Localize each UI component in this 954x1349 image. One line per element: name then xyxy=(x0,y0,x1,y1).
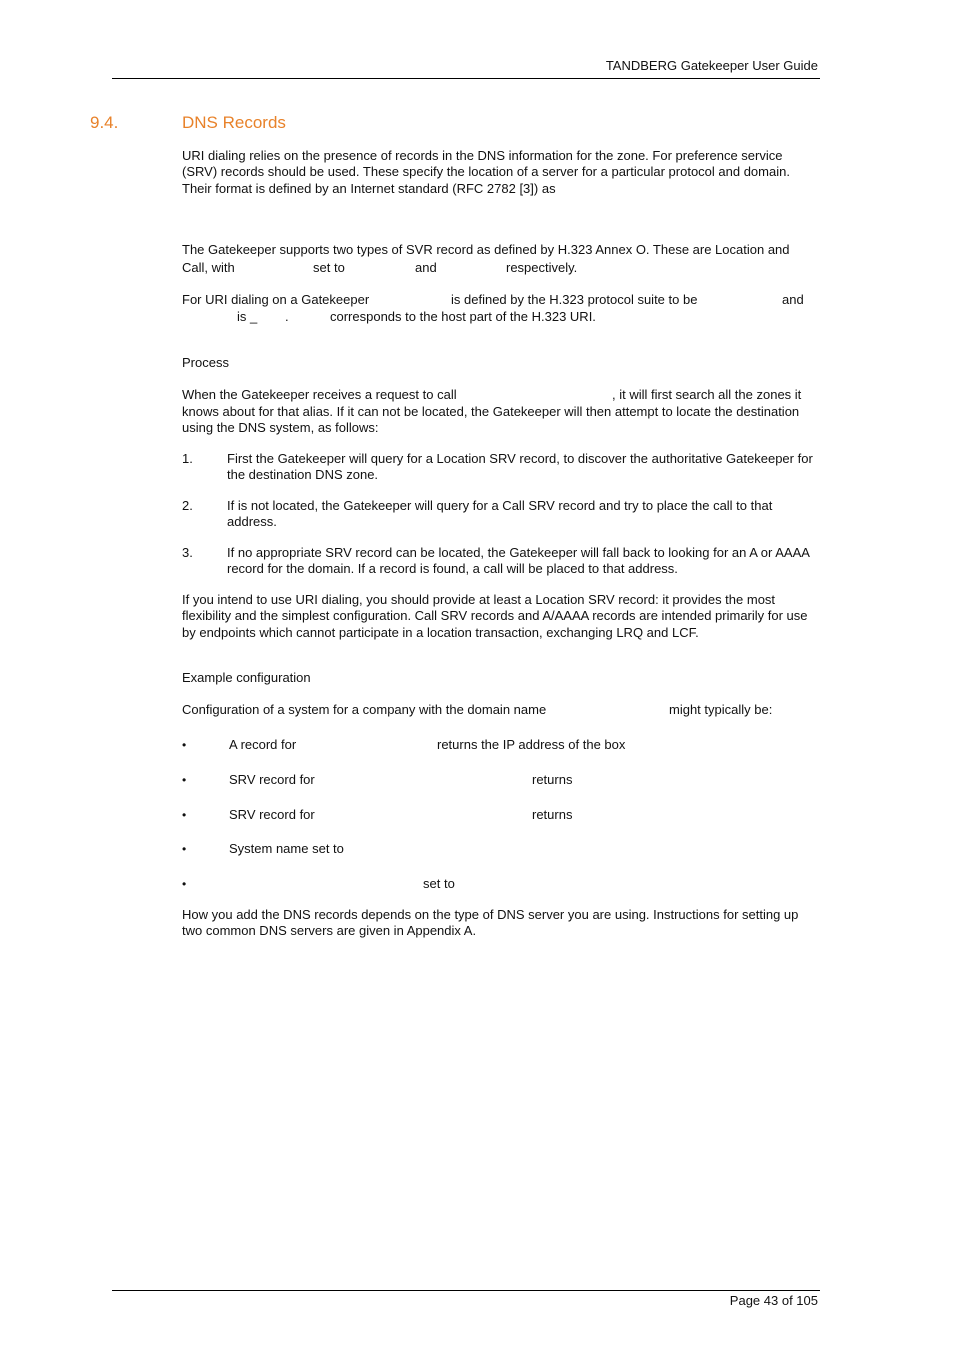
list-item-text: First the Gatekeeper will query for a Location SRV record, to discover the authoritative Gatekeeper for the destination DNS zone. xyxy=(227,451,813,483)
uri-line2-b: . xyxy=(285,309,289,324)
svr-line2-c: and xyxy=(415,260,437,275)
list-item-text: If is not located, the Gatekeeper will query for a Call SRV record and try to place the call to that address. xyxy=(227,498,773,530)
uri-line2-c: corresponds to the host part of the H.323 URI. xyxy=(330,309,596,324)
bullet-text-b: returns xyxy=(532,807,573,822)
intro-paragraph: URI dialing relies on the presence of records in the DNS information for the zone. For preference service (SRV) records should be used. These specify the location of a server for a particular protocol and domain. Their format is defined by an Internet standard (RFC 2782 [3]) as xyxy=(182,148,790,196)
uri-line1-c: and xyxy=(782,292,804,307)
config-line-b: might typically be: xyxy=(669,702,773,717)
footer-rule xyxy=(112,1290,820,1291)
list-number: 2. xyxy=(182,498,193,513)
bullet-text-a: SRV record for xyxy=(229,807,315,822)
section-title: DNS Records xyxy=(182,113,286,132)
bullet-text-a: A record for xyxy=(229,737,297,752)
bullet-text-b: returns xyxy=(532,772,573,787)
section-number: 9.4. xyxy=(90,113,119,132)
svr-line2-d: respectively. xyxy=(506,260,578,275)
closing-paragraph: How you add the DNS records depends on the type of DNS server you are using. Instructions for setting up two common DNS servers are given in Appendix A. xyxy=(182,907,799,939)
bullet-marker: • xyxy=(182,808,187,822)
uri-line1-a: For URI dialing on a Gatekeeper xyxy=(182,292,370,307)
svr-line2-b: set to xyxy=(313,260,345,275)
list-number: 3. xyxy=(182,545,193,560)
bullet-text-a: System name set to xyxy=(229,841,344,856)
list-number: 1. xyxy=(182,451,193,466)
process-line1-b: , it will first search all the zones it xyxy=(612,387,802,402)
process-heading: Process xyxy=(182,355,229,370)
running-header: TANDBERG Gatekeeper User Guide xyxy=(605,58,818,73)
uri-line2-a: is _ xyxy=(237,309,258,324)
process-line1-a: When the Gatekeeper receives a request to call xyxy=(182,387,457,402)
config-line-a: Configuration of a system for a company with the domain name xyxy=(182,702,547,717)
bullet-marker: • xyxy=(182,738,187,752)
process-paragraph-rest: knows about for that alias. If it can not be located, the Gatekeeper will then attempt to locate the destination using the DNS system, as follows: xyxy=(182,404,800,436)
bullet-marker: • xyxy=(182,842,187,856)
bullet-text-a: SRV record for xyxy=(229,772,315,787)
bullet-marker: • xyxy=(182,877,187,891)
svr-paragraph-line1: The Gatekeeper supports two types of SVR record as defined by H.323 Annex O. These are Location and xyxy=(182,242,790,257)
bullet-text-b: set to xyxy=(423,876,455,891)
bullet-text-b: returns the IP address of the box xyxy=(437,737,626,752)
header-rule xyxy=(112,78,820,79)
svr-line2-a: Call, with xyxy=(182,260,235,275)
example-heading: Example configuration xyxy=(182,670,311,685)
uri-line1-b: is defined by the H.323 protocol suite to be xyxy=(451,292,698,307)
uri-recommendation-paragraph: If you intend to use URI dialing, you should provide at least a Location SRV record: it provides the most flexibility and the simplest configuration. Call SRV records and A/AAAA records are intended primarily for use by endpoints which cannot participate in a location transaction, exchanging LRQ and LCF. xyxy=(182,592,808,640)
page-number: Page 43 of 105 xyxy=(729,1293,818,1308)
list-item-text: If no appropriate SRV record can be located, the Gatekeeper will fall back to looking for an A or AAAA record for the domain. If a record is found, a call will be placed to that address. xyxy=(227,545,810,577)
bullet-marker: • xyxy=(182,773,187,787)
